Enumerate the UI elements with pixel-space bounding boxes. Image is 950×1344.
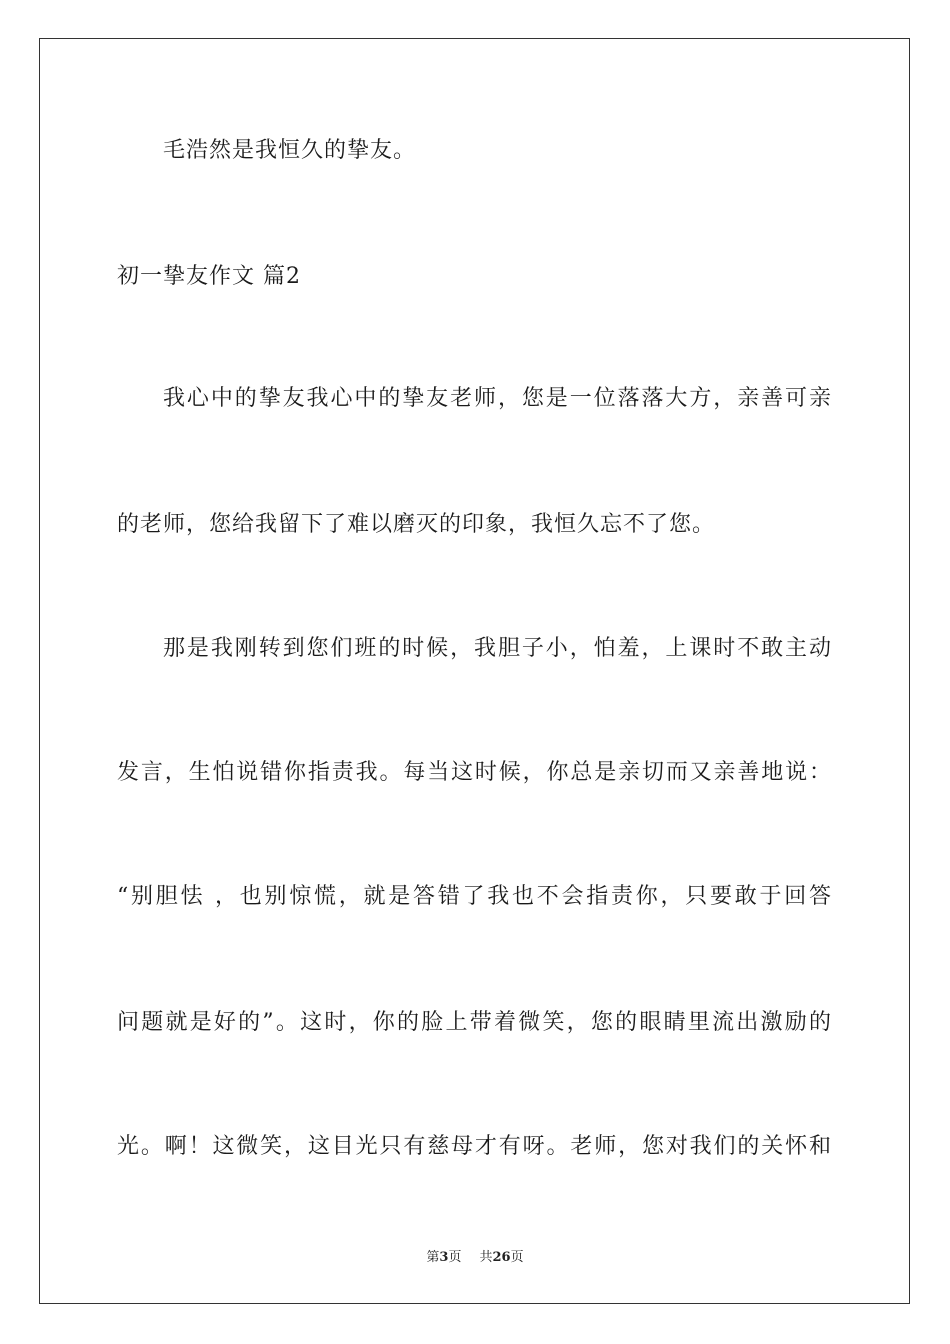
paragraph-line-4: 那是我刚转到您们班的时候，我胆子小，怕羞，上课时不敢主动 xyxy=(163,636,832,661)
page-suffix: 页 xyxy=(448,1250,462,1265)
total-suffix: 页 xyxy=(510,1250,524,1265)
paragraph-line-1: 毛浩然是我恒久的挚友。 xyxy=(163,138,417,163)
page-border xyxy=(39,38,910,1304)
page-number: 3 xyxy=(439,1250,449,1265)
paragraph-line-6: “别胆怯 ，也别惊慌，就是答错了我也不会指责你，只要敢于回答 xyxy=(117,884,832,909)
total-prefix: 共 xyxy=(479,1250,493,1265)
paragraph-line-8: 光。啊！这微笑，这目光只有慈母才有呀。老师，您对我们的关怀和 xyxy=(117,1134,832,1159)
page-footer xyxy=(0,1246,950,1265)
page-prefix: 第 xyxy=(426,1250,440,1265)
section-heading: 初一挚友作文 篇2 xyxy=(117,264,301,289)
paragraph-line-5: 发言，生怕说错你指责我。每当这时候，你总是亲切而又亲善地说： xyxy=(117,760,832,785)
total-pages: 26 xyxy=(492,1250,511,1265)
paragraph-line-2: 我心中的挚友我心中的挚友老师，您是一位落落大方，亲善可亲 xyxy=(163,386,832,411)
paragraph-line-7: 问题就是好的”。这时，你的脸上带着微笑，您的眼睛里流出激励的 xyxy=(117,1010,832,1035)
paragraph-line-3: 的老师，您给我留下了难以磨灭的印象，我恒久忘不了您。 xyxy=(117,512,716,537)
